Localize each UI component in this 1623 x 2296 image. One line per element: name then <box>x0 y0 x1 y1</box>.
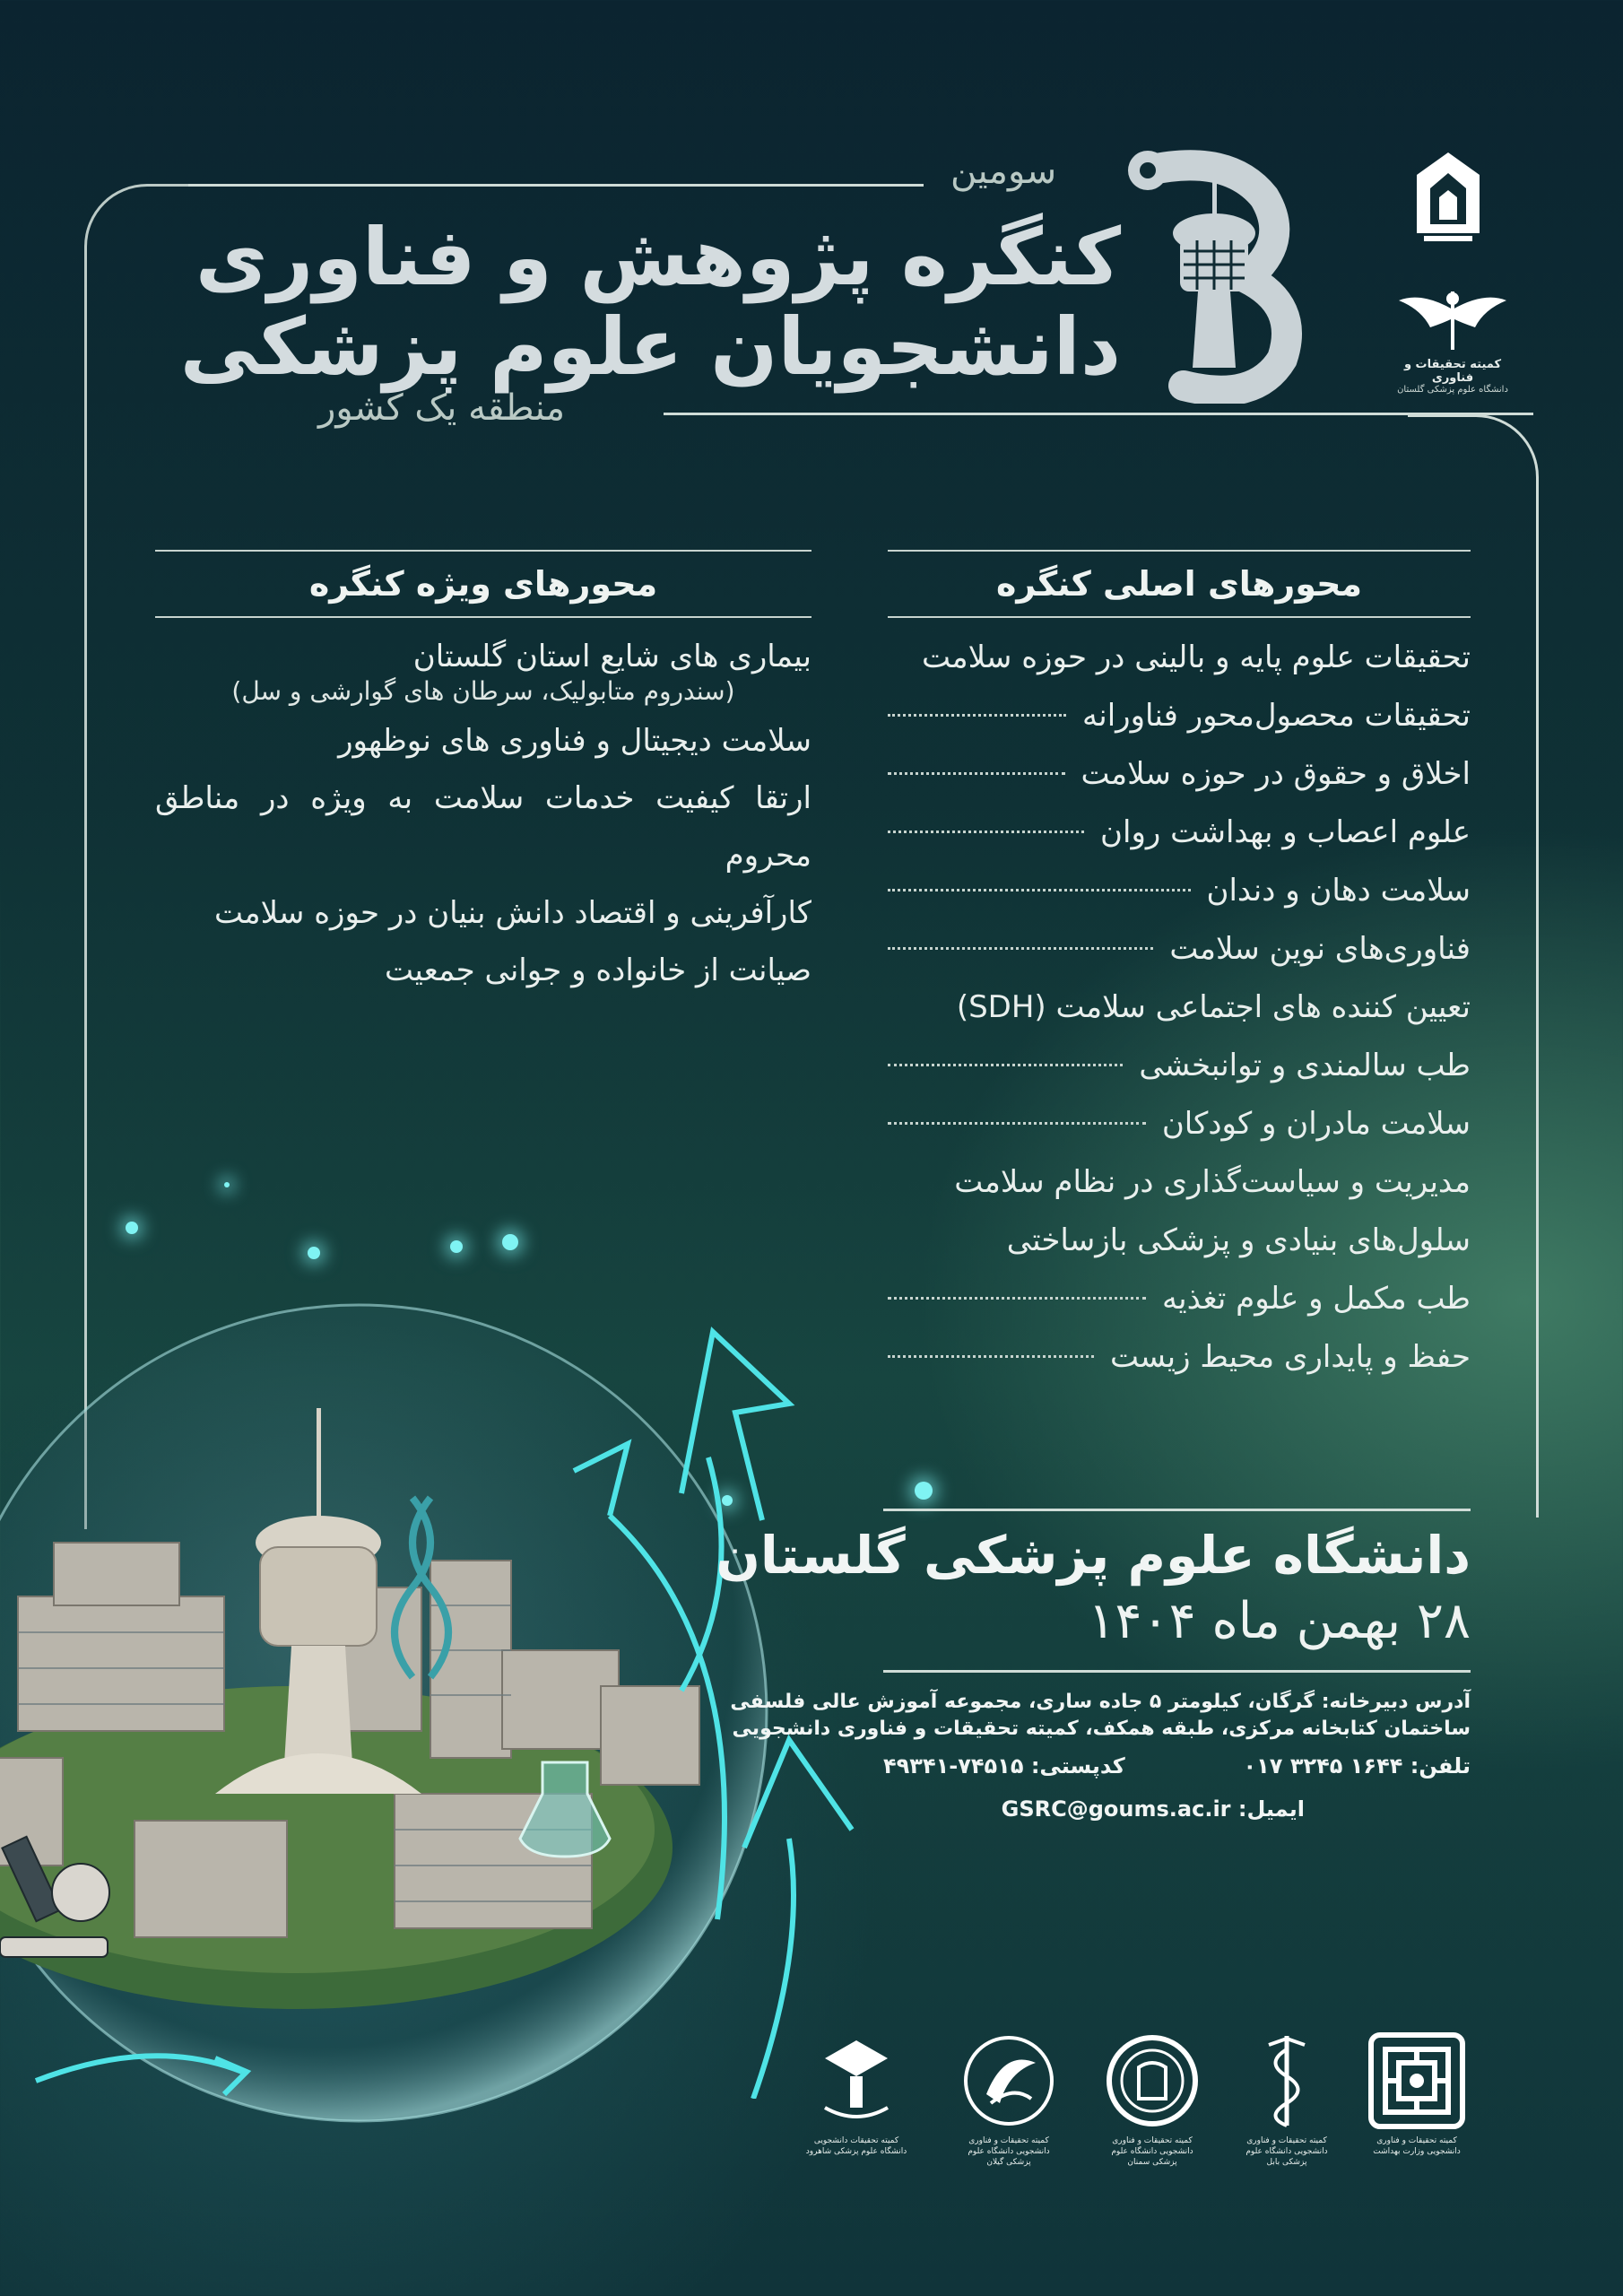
special-axes-heading: محورهای ویژه کنگره <box>155 550 812 618</box>
main-axis-item: تعیین کننده های اجتماعی سلامت (SDH) <box>956 988 1471 1025</box>
glow-dot <box>126 1222 138 1234</box>
secretariat-address-line1: آدرس دبیرخانه: گرگان، کیلومتر ۵ جاده ساری، مجموعه آموزش عالی فلسفی <box>730 1691 1471 1713</box>
sponsor-logo-semnan <box>1098 2031 1206 2168</box>
main-axis-item: تحقیقات علوم پایه و بالینی در حوزه سلامت <box>922 639 1471 675</box>
sponsor-caption: کمیته تحقیقات و فناوری دانشجویی دانشگاه علوم پزشکی سمنان <box>1111 2136 1193 2167</box>
sponsor-logo-babol <box>1233 2031 1341 2168</box>
main-axis-item: فناوری‌های نوین سلامت <box>888 919 1471 978</box>
sponsor-caption: کمیته تحقیقات و فناوری دانشجویی دانشگاه علوم پزشکی بابل <box>1245 2136 1328 2167</box>
congress-title-line1: کنگره پژوهش و فناوری <box>195 211 1121 303</box>
congress-emblem-icon <box>1112 144 1318 404</box>
caduceus-logo-icon <box>1260 2031 1314 2130</box>
special-axis-item: سلامت دیجیتال و فناوری های نوظهور <box>338 723 812 759</box>
sponsor-logo-ministry <box>1363 2031 1471 2157</box>
committee-caption: کمیته تحقیقات و فناوری <box>1403 358 1502 385</box>
glow-dot <box>224 1182 230 1187</box>
special-axes-list <box>155 628 812 999</box>
frame-top-line <box>188 184 924 187</box>
main-axis-item: طب سالمندی و توانبخشی <box>888 1036 1471 1094</box>
special-axis-subnote: (سندروم متابولیک، سرطان های گوارشی و سل) <box>231 676 735 706</box>
main-axis-item: اخلاق و حقوق در حوزه سلامت <box>888 744 1471 803</box>
research-committee-logo <box>1390 283 1515 399</box>
special-axis-item: کارآفرینی و اقتصاد دانش بنیان در حوزه سلامت <box>214 895 812 931</box>
main-axes-heading: محورهای اصلی کنگره <box>888 550 1471 618</box>
congress-date: ۲۸ بهمن ماه ۱۴۰۴ <box>1088 1592 1471 1650</box>
semnan-round-logo-icon <box>1103 2031 1202 2130</box>
sponsor-caption: کمیته تحقیقات و فناوری دانشجویی وزارت بهداشت <box>1373 2136 1461 2156</box>
sponsor-logo-shahroud <box>803 2031 910 2157</box>
sponsor-caption: کمیته تحقیقات و فناوری دانشجویی دانشگاه علوم پزشکی گیلان <box>968 2136 1050 2167</box>
sponsor-caption: کمیته تحقیقات دانشجویی دانشگاه علوم پزشکی شاهرود <box>805 2136 907 2156</box>
secretariat-address-line2: ساختمان کتابخانه مرکزی، طبقه همکف، کمیته تحقیقات و فناوری دانشجویی <box>732 1718 1471 1740</box>
congress-title-line2: دانشجویان علوم پزشکی <box>179 300 1121 393</box>
glow-dot <box>308 1247 320 1259</box>
university-logo-icon <box>1408 148 1488 274</box>
main-axis-item: حفظ و پایداری محیط زیست <box>888 1327 1471 1386</box>
special-axis-item: صیانت از خانواده و جوانی جمعیت <box>384 952 812 988</box>
main-axes-list <box>888 628 1471 1386</box>
committee-wings-icon <box>1394 283 1511 354</box>
main-axis-item: تحقیقات محصول‌محور فناورانه <box>888 686 1471 744</box>
main-axis-item: سلامت مادران و کودکان <box>888 1094 1471 1152</box>
sponsor-logo-gilan <box>955 2031 1063 2168</box>
main-axis-item: سلول‌های بنیادی و پزشکی بازساختی <box>1006 1222 1471 1258</box>
special-axis-item: بیماری های شایع استان گلستان <box>412 639 812 674</box>
glow-dot <box>915 1482 933 1500</box>
gilan-round-logo-icon <box>959 2031 1058 2130</box>
contact-email[interactable]: ایمیل: GSRC@goums.ac.ir <box>1001 1796 1305 1822</box>
postal-code: کدپستی: ۷۴۵۱۵-۴۹۳۴۱ <box>883 1753 1125 1779</box>
ministry-maze-logo-icon <box>1367 2031 1466 2130</box>
region-label: منطقه یک کشور <box>318 387 566 429</box>
phone-number: تلفن: ۱۶۴۴ ۳۲۴۵ ۰۱۷ <box>1243 1753 1471 1779</box>
main-axis-item: طب مکمل و علوم تغذیه <box>888 1269 1471 1327</box>
university-top-line <box>883 1509 1471 1511</box>
main-axis-item: سلامت دهان و دندان <box>888 861 1471 919</box>
main-axis-item: مدیریت و سیاست‌گذاری در نظام سلامت <box>954 1163 1471 1200</box>
main-axis-item: علوم اعصاب و بهداشت روان <box>888 803 1471 861</box>
glow-dot <box>450 1240 463 1253</box>
host-university-name: دانشگاه علوم پزشکی گلستان <box>716 1525 1471 1586</box>
committee-subcaption: دانشگاه علوم پزشکی گلستان <box>1397 385 1508 395</box>
special-axis-item: ارتقا کیفیت خدمات سلامت به ویژه در مناطق محروم <box>155 780 812 874</box>
glow-dot <box>502 1234 518 1250</box>
contact-row <box>883 1753 1471 1779</box>
frame-region-line <box>664 413 1533 415</box>
edition-label: سومین <box>950 151 1057 192</box>
graduation-cap-logo-icon <box>807 2031 906 2130</box>
university-bottom-line <box>883 1670 1471 1673</box>
